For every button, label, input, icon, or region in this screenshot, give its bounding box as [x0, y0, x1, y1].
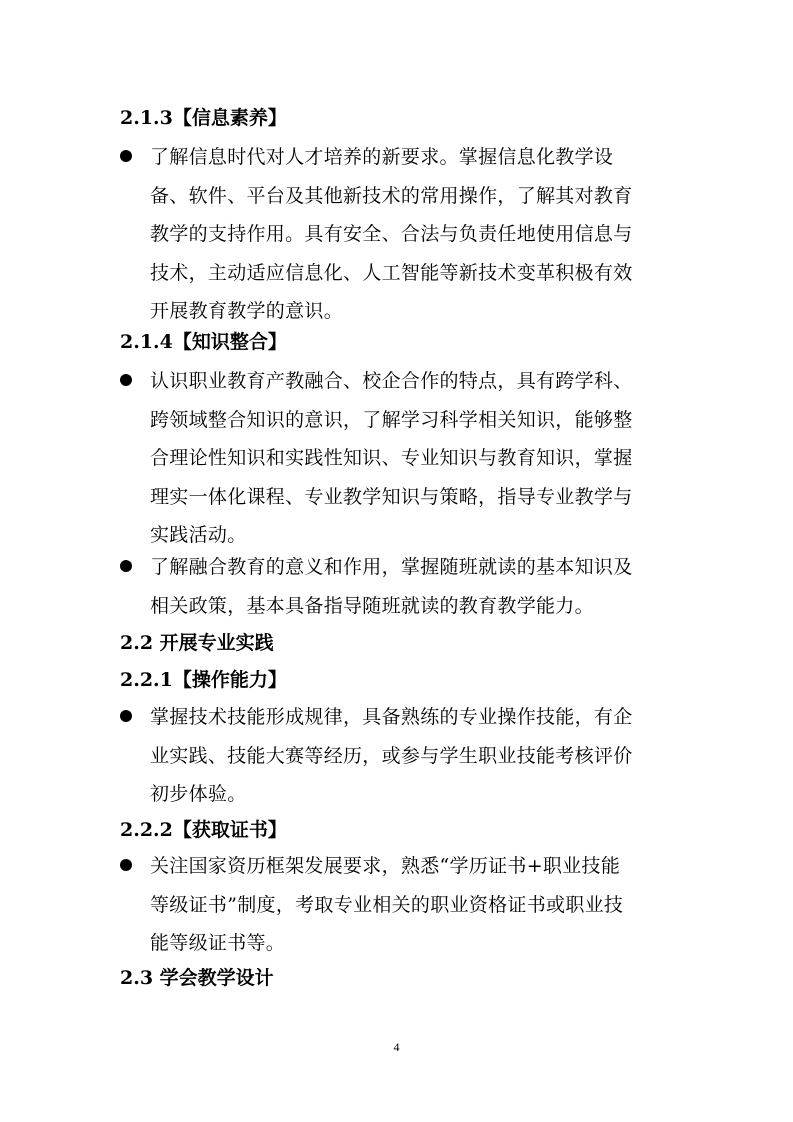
bullet-item-certificates — [120, 847, 680, 963]
heading-2-2-1: 2.2.1【操作能力】 — [120, 669, 287, 691]
text-line: 初步体验。 — [150, 783, 247, 805]
bullet-dot-icon — [120, 560, 132, 572]
text-line: 能等级证书等。 — [150, 932, 286, 954]
text-line: 认识职业教育产教融合、校企合作的特点，具有跨学科、 — [150, 370, 633, 392]
page-number: 4 — [393, 1040, 400, 1054]
heading-2-2-2: 2.2.2【获取证书】 — [120, 819, 287, 841]
heading-2-1-3: 2.1.3【信息素养】 — [120, 107, 287, 129]
text-line: 了解融合教育的意义和作用，掌握随班就读的基本知识及 — [150, 556, 633, 578]
bullet-dot-icon — [120, 374, 132, 386]
text-line: 跨领域整合知识的意识，了解学习科学相关知识，能够整 — [150, 408, 633, 431]
heading-2-2: 2.2 开展专业实践 — [120, 632, 274, 654]
text-line: 了解信息时代对人才培养的新要求。掌握信息化教学设 — [150, 146, 614, 168]
text-line: 相关政策，基本具备指导随班就读的教育教学能力。 — [150, 594, 594, 617]
bullet-dot-icon — [120, 150, 132, 162]
text-line: 教学的支持作用。具有安全、合法与负责任地使用信息与 — [150, 223, 633, 245]
bullet-item-inclusive-education — [120, 548, 680, 625]
text-line: 开展教育教学的意识。 — [150, 300, 344, 322]
text-line: 备、软件、平台及其他新技术的常用操作，了解其对教育 — [150, 184, 633, 207]
text-line: 等级证书”制度，考取专业相关的职业资格证书或职业技 — [150, 893, 624, 916]
bullet-item-operation-ability — [120, 698, 680, 814]
text-line: 实践活动。 — [150, 524, 247, 546]
text-line: 技术，主动适应信息化、人工智能等新技术变革积极有效 — [150, 261, 633, 284]
text-line: 合理论性知识和实践性知识、专业知识与教育知识，掌握 — [150, 447, 633, 469]
bullet-dot-icon — [120, 710, 132, 722]
bullet-dot-icon — [120, 859, 132, 871]
heading-2-3: 2.3 学会教学设计 — [120, 967, 274, 989]
heading-2-1-4: 2.1.4【知识整合】 — [120, 331, 287, 353]
text-line: 掌握技术技能形成规律，具备熟练的专业操作技能，有企 — [150, 706, 633, 728]
text-line: 理实一体化课程、专业教学知识与策略，指导专业教学与 — [150, 485, 633, 508]
bullet-item-knowledge-integration — [120, 362, 680, 555]
text-line: 关注国家资历框架发展要求，熟悉“学历证书+职业技能 — [150, 855, 621, 877]
bullet-item-information-literacy — [120, 138, 680, 331]
text-line: 业实践、技能大赛等经历，或参与学生职业技能考核评价 — [150, 744, 633, 767]
